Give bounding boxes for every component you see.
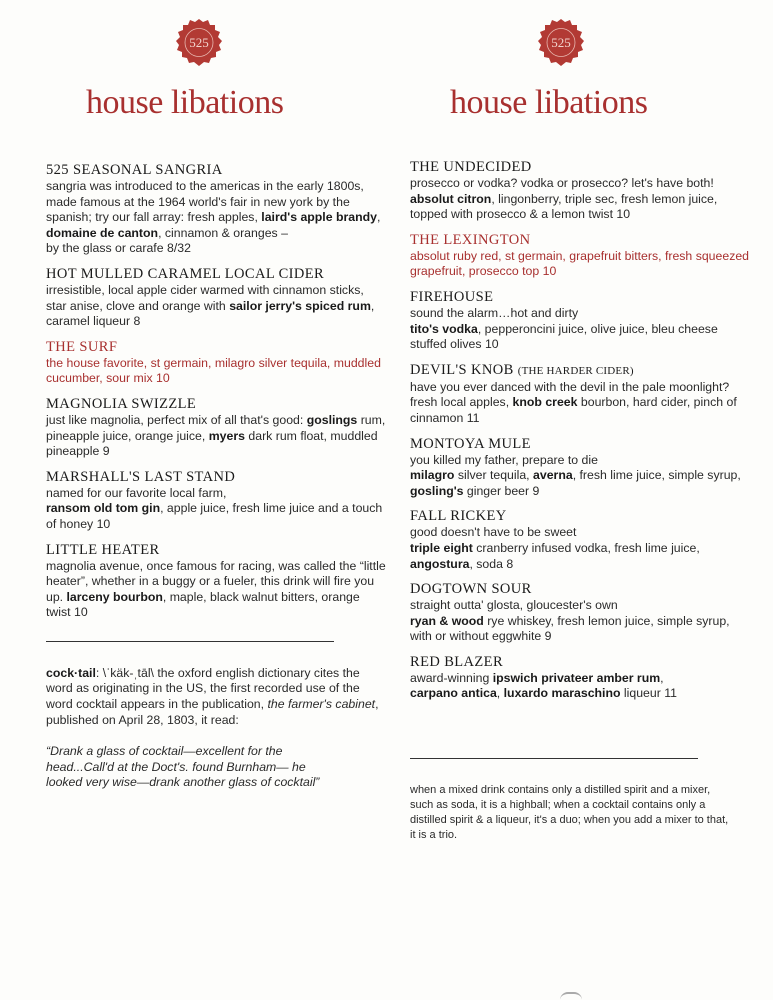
item-description: magnolia avenue, once famous for racing, was called the “little heater”, whether in a buggy or a fueler, this drink will fire you up. larceny bourbon, maple, black walnut bitters, orange twist 10 [46, 558, 386, 620]
item-description: sangria was introduced to the americas in the early 1800s, made famous at the 1964 world's fair in new york by the spanish; try our fall array: fresh apples, laird's apple brandy, domaine de canton, cinnamon & oranges – by the glass or carafe 8/32 [46, 179, 381, 256]
item-description: the house favorite, st germain, milagro silver tequila, muddled cucumber, sour mix 10 [46, 355, 381, 386]
seal-logo-left [174, 18, 224, 68]
menu-item-featured [46, 339, 386, 387]
menu-item-featured [410, 232, 750, 280]
menu-item [410, 362, 750, 427]
item-name: DEVIL'S KNOB (THE HARDER CIDER) [410, 361, 634, 378]
divider [410, 758, 698, 759]
item-description: you killed my father, prepare to die milagro silver tequila, averna, fresh lime juice, simple syrup, gosling's ginger beer 9 [410, 452, 741, 498]
item-name: 525 SEASONAL SANGRIA [46, 162, 223, 178]
menu-item [46, 266, 386, 330]
item-name: THE UNDECIDED [410, 159, 532, 175]
divider [46, 641, 334, 642]
cocktail-quote: “Drank a glass of cocktail—excellent for the head...Call'd at the Doct's. found Burnham— he looked very wise—drank another glass of cocktail” [46, 744, 320, 790]
menu-item [410, 581, 750, 645]
menu-item [410, 436, 750, 500]
item-name: LITTLE HEATER [46, 541, 160, 558]
item-name: MONTOYA MULE [410, 435, 531, 452]
item-description: sound the alarm…hot and dirty tito's vodka, pepperoncini juice, olive juice, bleu cheese stuffed olives 10 [410, 305, 718, 352]
item-description: good doesn't have to be sweet triple eight cranberry infused vodka, fresh lime juice, angostura, soda 8 [410, 525, 700, 571]
item-name: THE SURF [46, 338, 118, 355]
item-description: just like magnolia, perfect mix of all that's good: goslings rum, pineapple juice, orange juice, myers dark rum float, muddled pineapple 9 [46, 412, 386, 459]
menu-item [46, 542, 386, 621]
item-description: have you ever danced with the devil in the pale moonlight? fresh local apples, knob creek bourbon, hard cider, pinch of cinnamon 11 [410, 379, 737, 425]
page-edge-mark [560, 992, 582, 1000]
cocktail-definition: cock·tail: \ˈkäk-ˌtāl\ the oxford english dictionary cites the word as originating in the US, the first recorded use of the word cocktail appears in the publication, the farmer's cabinet, published on April 28, 1803, it read: [46, 665, 379, 727]
menu-item [46, 162, 386, 257]
item-name: FALL RICKEY [410, 508, 507, 525]
item-name: DOGTOWN SOUR [410, 581, 532, 598]
item-description: absolut ruby red, st germain, grapefruit bitters, fresh squeezed grapefruit, prosecco top 10 [410, 248, 750, 279]
item-description: named for our favorite local farm, ransom old tom gin, apple juice, fresh lime juice and a touch of honey 10 [46, 485, 383, 531]
trio-note: when a mixed drink contains only a distilled spirit and a mixer, such as soda, it is a highball; when a cocktail contains only a distilled spirit & a liqueur, it's a duo; when you add a mixer to that, it is a trio. [410, 784, 729, 842]
svg-text:525: 525 [551, 35, 571, 50]
menu-column-right [410, 159, 750, 843]
item-description: irresistible, local apple cider warmed with cinnamon sticks, star anise, clove and orange with sailor jerry's spiced rum, caramel liqueur 8 [46, 282, 375, 329]
item-description: prosecco or vodka? vodka or prosecco? let's have both! absolut citron, lingonberry, triple sec, fresh lemon juice, topped with prosecco & a lemon twist 10 [410, 176, 718, 222]
item-description: award-winning ipswich privateer amber rum, carpano antica, luxardo maraschino liqueur 11 [410, 670, 678, 701]
menu-item [46, 469, 386, 533]
seal-logo-right [536, 18, 586, 68]
menu-item [410, 654, 750, 702]
menu-item [410, 289, 750, 353]
item-description: straight outta' glosta, gloucester's own ryan & wood rye whiskey, fresh lemon juice, simple syrup, with or without eggwhite 9 [410, 598, 730, 644]
menu-item [410, 159, 750, 223]
item-name: THE LEXINGTON [410, 231, 531, 248]
menu-column-left [46, 162, 386, 791]
page-heading-left: house libations [86, 84, 284, 121]
item-name: HOT MULLED CARAMEL LOCAL CIDER [46, 265, 325, 282]
menu-item [46, 396, 386, 460]
item-name: FIREHOUSE [410, 288, 494, 305]
item-name: MARSHALL'S LAST STAND [46, 468, 236, 485]
item-name: RED BLAZER [410, 653, 504, 670]
item-name: MAGNOLIA SWIZZLE [46, 395, 197, 412]
svg-text:525: 525 [189, 35, 209, 50]
page-heading-right: house libations [450, 84, 648, 121]
menu-item [410, 508, 750, 572]
